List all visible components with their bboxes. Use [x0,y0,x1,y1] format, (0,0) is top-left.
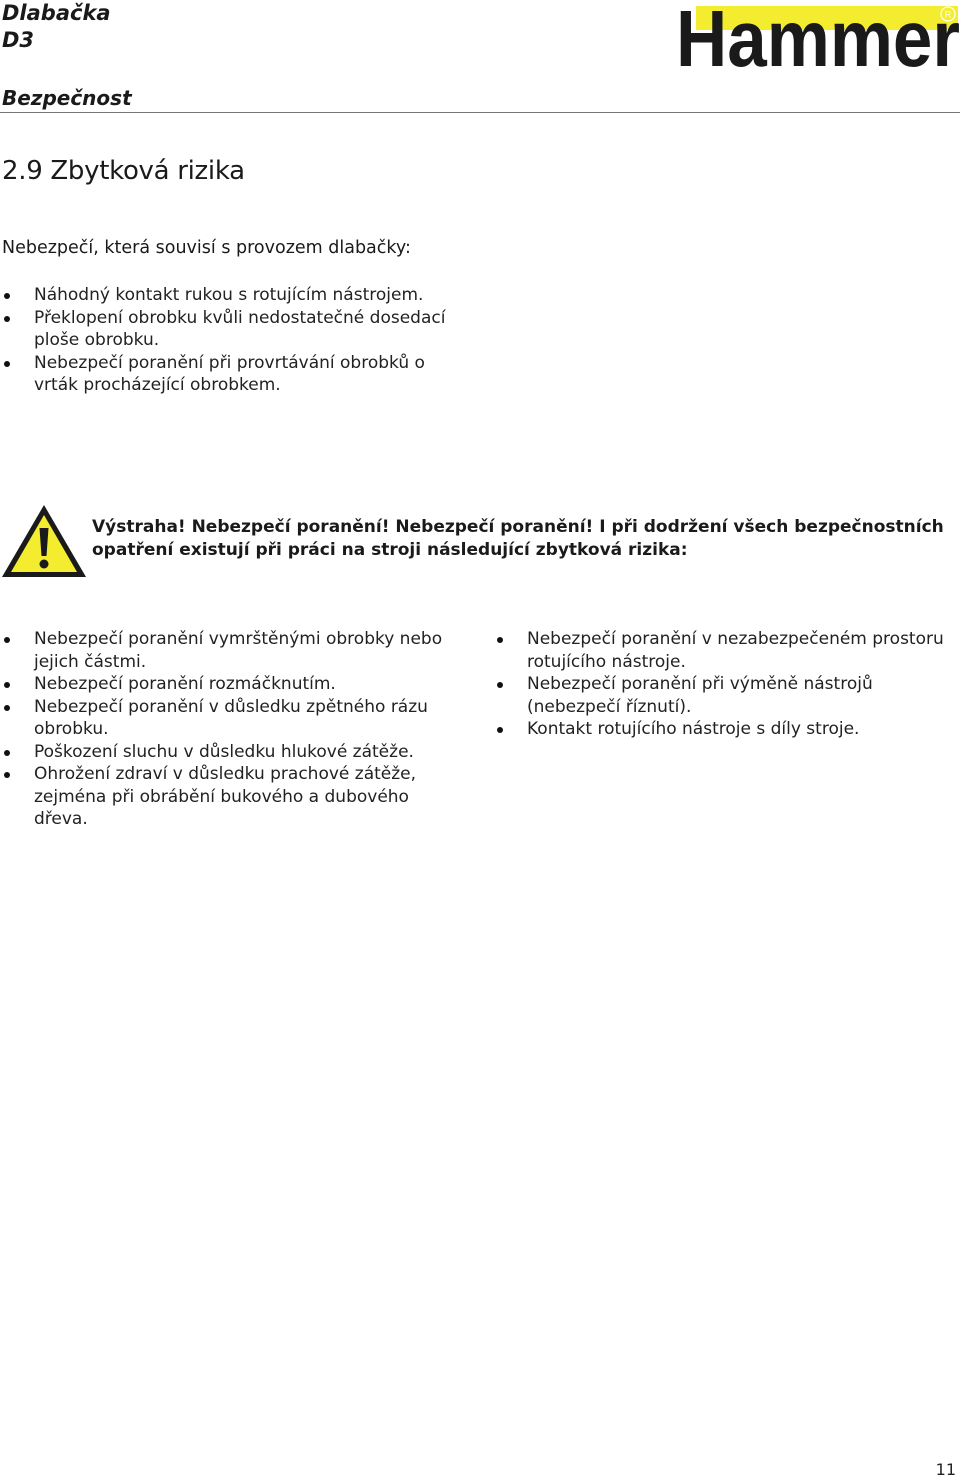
operation-risks-list [2,284,452,397]
list-item: Nebezpečí poranění při provrtávání obrobků o vrták procházející obrobkem. [2,352,452,397]
operation-risks-heading: Nebezpečí, která souvisí s provozem dlabačky: [2,238,411,258]
list-item: Překlopení obrobku kvůli nedostatečné dosedací ploše obrobku. [2,307,452,352]
residual-risks-list-left [2,628,462,831]
section-heading: 2.9 Zbytková rizika [2,156,245,186]
logo-registered-letter: R [944,9,952,20]
logo-wordmark: Hammer [676,2,960,68]
residual-risks-list-right [495,628,957,741]
list-item: Nebezpečí poranění rozmáčknutím. [2,673,462,696]
warning-triangle-icon [0,502,88,580]
list-item: Kontakt rotujícího nástroje s díly stroje. [495,718,957,741]
product-title [2,0,111,54]
header-divider [0,112,960,113]
list-item: Nebezpečí poranění vymrštěnými obrobky nebo jejich částmi. [2,628,462,673]
list-item: Ohrožení zdraví v důsledku prachové zátěže, zejména při obrábění bukového a dubového dřeva. [2,763,462,831]
list-item: Náhodný kontakt rukou s rotujícím nástrojem. [2,284,452,307]
warning-text: Výstraha! Nebezpečí poranění! Nebezpečí poranění! I při dodržení všech bezpečnostních opatření existují při práci na stroji následující zbytková rizika: [92,517,944,560]
page-number: 11 [935,1460,956,1479]
section-label: Bezpečnost [2,86,132,110]
product-model: D3 [2,28,35,52]
list-item: Nebezpečí poranění při výměně nástrojů (nebezpečí říznutí). [495,673,957,718]
product-name: Dlabačka [2,1,111,25]
hammer-logo [676,2,960,68]
list-item: Poškození sluchu v důsledku hlukové zátěže. [2,741,462,764]
list-item: Nebezpečí poranění v důsledku zpětného rázu obrobku. [2,696,462,741]
list-item: Nebezpečí poranění v nezabezpečeném prostoru rotujícího nástroje. [495,628,957,673]
